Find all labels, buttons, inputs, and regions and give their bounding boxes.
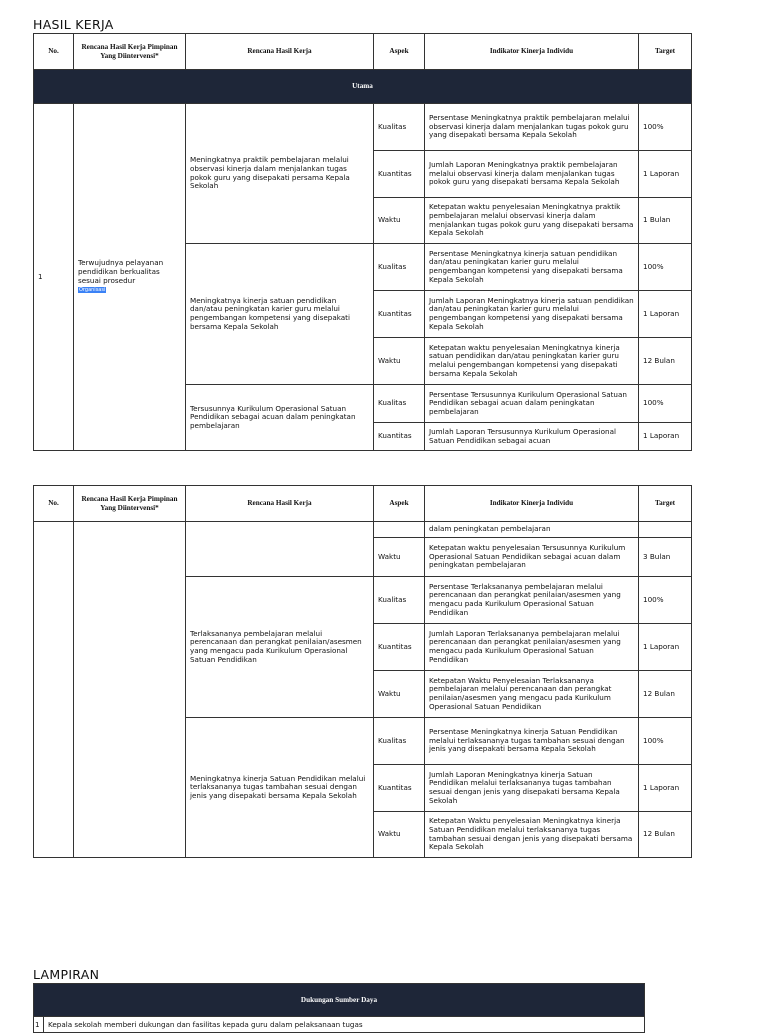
indikator-cell: Persentase Meningkatnya kinerja satuan pendidikan dan/atau peningkatan karier guru melalui pengembangan kompetensi yang disepakati bersama Kepala Sekolah <box>425 244 639 291</box>
target-cell: 100% <box>639 718 692 765</box>
indikator-cell: Persentase Terlaksananya pembelajaran melalui perencanaan dan perangkat penilaian/asesmen yang mengacu pada Kurikulum Operasional Satuan Pendidikan <box>425 577 639 624</box>
target-cell: 3 Bulan <box>639 538 692 577</box>
aspek-cell: Waktu <box>374 812 425 858</box>
header-indikator: Indikator Kinerja Individu <box>425 486 639 522</box>
header-rhk: Rencana Hasil Kerja <box>186 34 374 70</box>
target-cell: 100% <box>639 385 692 423</box>
table-row <box>34 104 692 151</box>
indikator-cell: Ketepatan Waktu Penyelesaian Terlaksananya pembelajaran melalui perencanaan dan perangkat penilaian/asesmen yang mengacu pada Kurikulum Operasional Satuan Pendidikan <box>425 671 639 718</box>
rhk-cell <box>186 522 374 577</box>
aspek-cell: Kuantitas <box>374 624 425 671</box>
rhk-cell: Tersusunnya Kurikulum Operasional Satuan Pendidikan sebagai acuan dalam peningkatan pembelajaran <box>186 385 374 451</box>
lampiran-table <box>33 983 645 1033</box>
aspek-cell: Kuantitas <box>374 151 425 198</box>
rhk-cell: Meningkatnya kinerja satuan pendidikan dan/atau peningkatan karier guru melalui pengembangan kompetensi yang disepakati bersama Kepala Sekolah <box>186 244 374 385</box>
header-target: Target <box>639 486 692 522</box>
header-target: Target <box>639 34 692 70</box>
lampiran-row-number: 1 <box>34 1017 44 1033</box>
indikator-cell: Persentase Meningkatnya praktik pembelajaran melalui observasi kinerja dalam menjalankan tugas pokok guru yang disepakati bersama Kepala Sekolah <box>425 104 639 151</box>
target-cell: 1 Bulan <box>639 198 692 244</box>
indikator-cell: Jumlah Laporan Terlaksananya pembelajaran melalui perencanaan dan perangkat penilaian/asesmen yang mengacu pada Kurikulum Operasional Satuan Pendidikan <box>425 624 639 671</box>
header-rhk-pimpinan: Rencana Hasil Kerja Pimpinan Yang Diintervensi* <box>74 486 186 522</box>
aspek-cell: Kualitas <box>374 577 425 624</box>
indikator-cell: Persentase Tersusunnya Kurikulum Operasional Satuan Pendidikan sebagai acuan dalam peningkatan pembelajaran <box>425 385 639 423</box>
indikator-cell: Persentase Meningkatnya kinerja Satuan Pendidikan melalui terlaksananya tugas tambahan sesuai dengan jenis yang disepakati bersama Kepala Sekolah <box>425 718 639 765</box>
aspek-cell: Kualitas <box>374 244 425 291</box>
indikator-cell: Ketepatan waktu penyelesaian Meningkatnya kinerja satuan pendidikan dan/atau peningkatan karier guru melalui pengembangan kompetensi yang disepakati bersama Kepala Sekolah <box>425 338 639 385</box>
table-row <box>34 522 692 538</box>
aspek-cell: Kualitas <box>374 385 425 423</box>
indikator-cell: dalam peningkatan pembelajaran <box>425 522 639 538</box>
header-aspek: Aspek <box>374 486 425 522</box>
target-cell: 1 Laporan <box>639 423 692 451</box>
hasil-kerja-table-page-2 <box>33 485 692 858</box>
lampiran-header: Dukungan Sumber Daya <box>34 984 645 1017</box>
indikator-cell: Ketepatan waktu penyelesaian Tersusunnya Kurikulum Operasional Satuan Pendidikan sebagai acuan dalam peningkatan pembelajaran <box>425 538 639 577</box>
rhk-cell: Meningkatnya kinerja Satuan Pendidikan melalui terlaksananya tugas tambahan sesuai dengan jenis yang disepakati bersama Kepala Sekolah <box>186 718 374 858</box>
header-no: No. <box>34 34 74 70</box>
aspek-cell: Kualitas <box>374 104 425 151</box>
target-cell: 1 Laporan <box>639 765 692 812</box>
target-cell: 1 Laporan <box>639 624 692 671</box>
header-indikator: Indikator Kinerja Individu <box>425 34 639 70</box>
table-header-row <box>34 34 692 70</box>
aspek-cell: Kualitas <box>374 718 425 765</box>
target-cell <box>639 522 692 538</box>
target-cell: 100% <box>639 104 692 151</box>
rhk-pimpinan-cell <box>74 522 186 858</box>
header-rhk: Rencana Hasil Kerja <box>186 486 374 522</box>
target-cell: 12 Bulan <box>639 812 692 858</box>
indikator-cell: Jumlah Laporan Meningkatnya kinerja Satuan Pendidikan melalui terlaksananya tugas tambahan sesuai dengan jenis yang disepakati bersama Kepala Sekolah <box>425 765 639 812</box>
section-title-lampiran: LAMPIRAN <box>33 967 100 982</box>
aspek-cell: Waktu <box>374 538 425 577</box>
rhk-cell: Meningkatnya praktik pembelajaran melalui observasi kinerja dalam menjalankan tugas pokok guru yang disepakati persama Kepala Sekolah <box>186 104 374 244</box>
row-number <box>34 522 74 858</box>
hasil-kerja-table-page-1 <box>33 33 692 451</box>
indikator-cell: Ketepatan waktu penyelesaian Meningkatnya praktik pembelajaran melalui observasi kinerja dalam menjalankan tugas pokok guru yang disepakati bersama Kepala Sekolah <box>425 198 639 244</box>
target-cell: 100% <box>639 577 692 624</box>
aspek-cell: Waktu <box>374 198 425 244</box>
header-aspek: Aspek <box>374 34 425 70</box>
target-cell: 1 Laporan <box>639 291 692 338</box>
table-row <box>34 1017 645 1033</box>
aspek-cell: Kuantitas <box>374 765 425 812</box>
header-rhk-pimpinan: Rencana Hasil Kerja Pimpinan Yang Diintervensi* <box>74 34 186 70</box>
row-number: 1 <box>34 104 74 451</box>
target-cell: 12 Bulan <box>639 671 692 718</box>
aspek-cell: Kuantitas <box>374 291 425 338</box>
target-cell: 1 Laporan <box>639 151 692 198</box>
indikator-cell: Ketepatan Waktu penyelesaian Meningkatnya kinerja Satuan Pendidikan melalui terlaksananya tugas tambahan sesuai dengan jenis yang disepakati bersama Kepala Sekolah <box>425 812 639 858</box>
utama-label: Utama <box>34 70 692 104</box>
rhk-pimpinan-cell <box>74 104 186 451</box>
organisasi-tag: Organisasi <box>79 287 106 294</box>
header-no: No. <box>34 486 74 522</box>
indikator-cell: Jumlah Laporan Meningkatnya kinerja satuan pendidikan dan/atau peningkatan karier guru melalui pengembangan kompetensi yang disepakati bersama Kepala Sekolah <box>425 291 639 338</box>
table-header-row <box>34 486 692 522</box>
lampiran-header-row <box>34 984 645 1017</box>
target-cell: 12 Bulan <box>639 338 692 385</box>
aspek-cell: Waktu <box>374 338 425 385</box>
indikator-cell: Jumlah Laporan Tersusunnya Kurikulum Operasional Satuan Pendidikan sebagai acuan <box>425 423 639 451</box>
aspek-cell <box>374 522 425 538</box>
section-title-hasil-kerja: HASIL KERJA <box>33 17 114 32</box>
rhk-cell: Terlaksananya pembelajaran melalui perencanaan dan perangkat penilaian/asesmen yang mengacu pada Kurikulum Operasional Satuan Pendidikan <box>186 577 374 718</box>
utama-row <box>34 70 692 104</box>
aspek-cell: Kuantitas <box>374 423 425 451</box>
lampiran-row-text: Kepala sekolah memberi dukungan dan fasilitas kepada guru dalam pelaksanaan tugas <box>44 1017 645 1033</box>
target-cell: 100% <box>639 244 692 291</box>
rhk-pimpinan-text: Terwujudnya pelayanan pendidikan berkualitas sesuai prosedur <box>78 258 164 285</box>
indikator-cell: Jumlah Laporan Meningkatnya praktik pembelajaran melalui observasi kinerja dalam menjalankan tugas pokok guru yang disepakati bersama Kepala Sekolah <box>425 151 639 198</box>
aspek-cell: Waktu <box>374 671 425 718</box>
